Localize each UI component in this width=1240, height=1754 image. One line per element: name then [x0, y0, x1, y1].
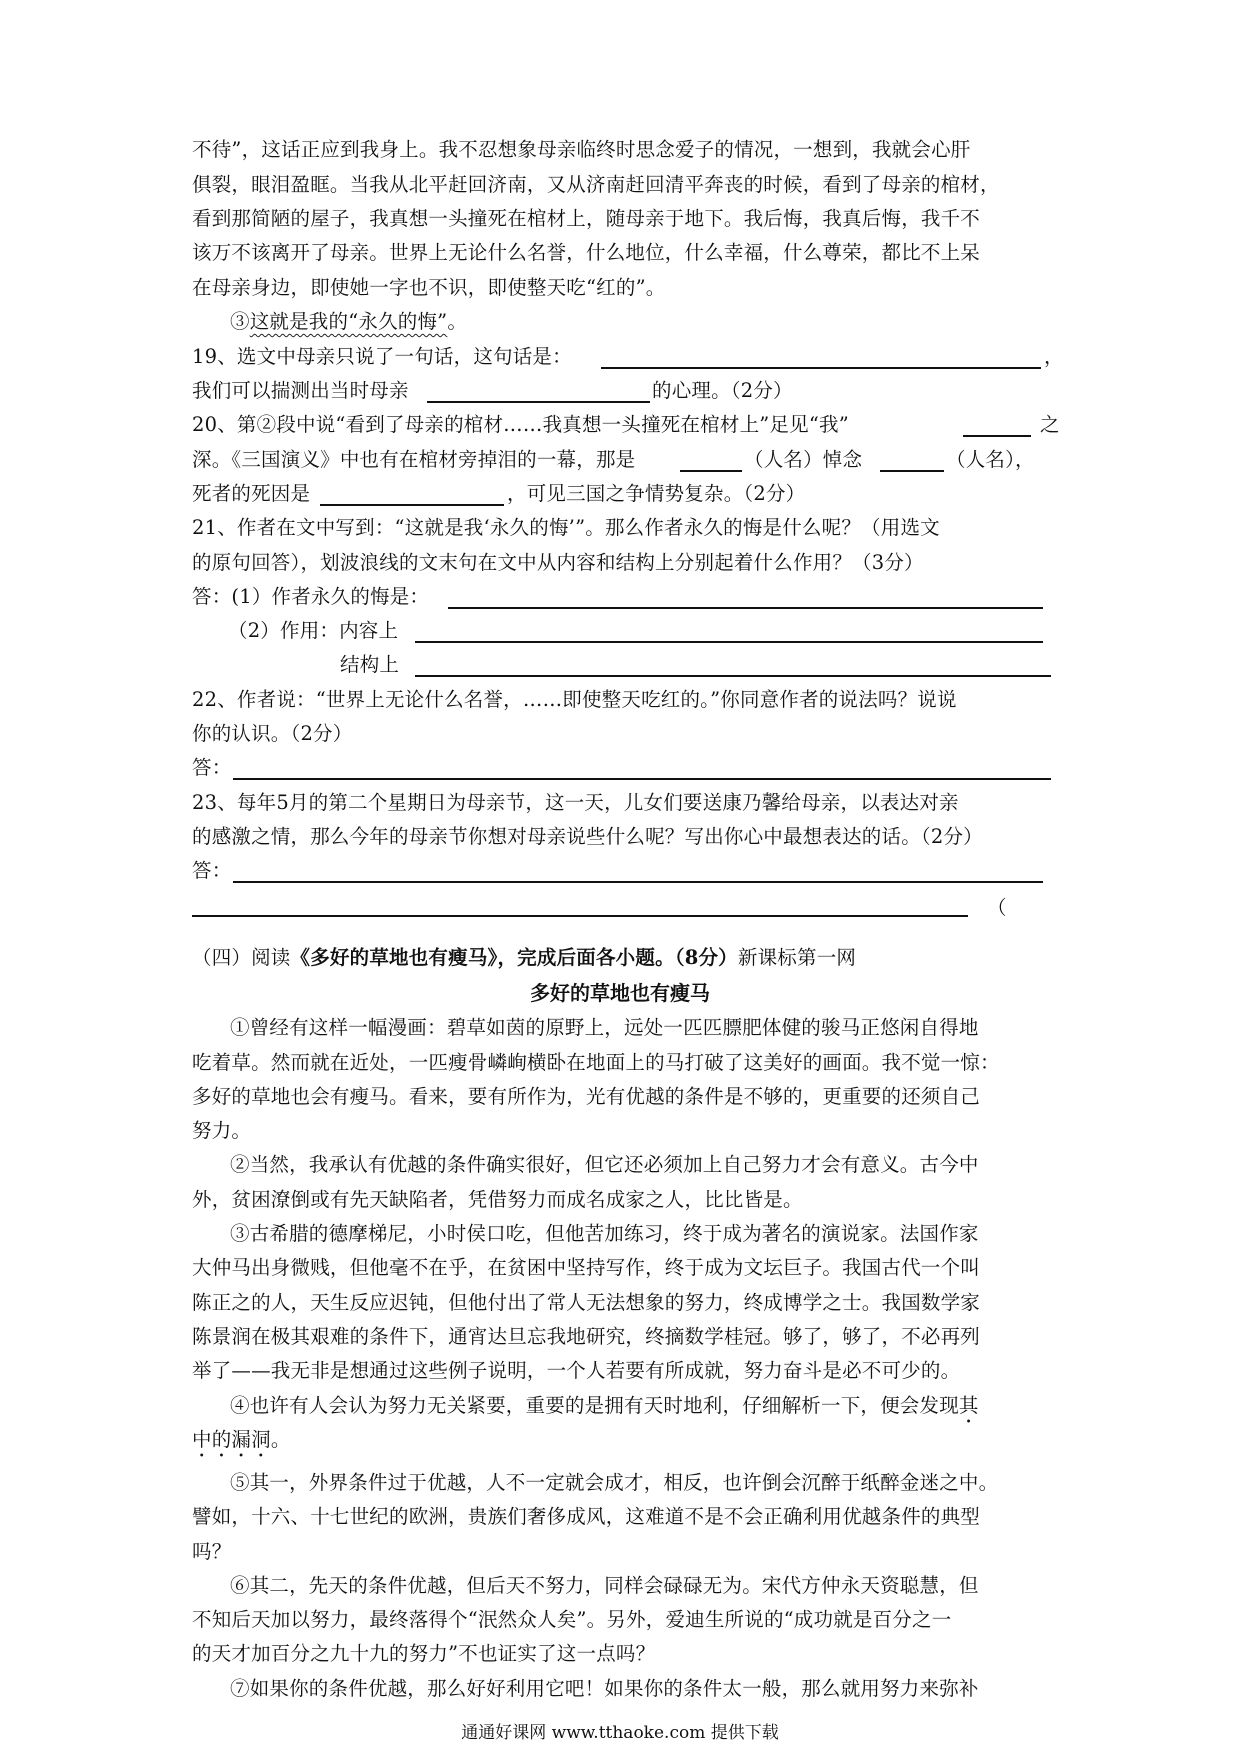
text-fragment: 之	[1040, 413, 1060, 436]
question-text: 的心理。（2分）	[652, 379, 793, 402]
paragraph-line: 的天才加百分之九十九的努力”不也证实了这一点吗？	[192, 1642, 656, 1665]
paragraph-line: ①曾经有这样一幅漫画：碧草如茵的原野上，远处一匹匹膘肥体健的骏马正悠闲自得地	[230, 1016, 979, 1039]
wavy-underlined-sentence: 这就是我的“永久的悔”	[249, 310, 448, 333]
answer-label: 答：	[192, 756, 232, 779]
text-fragment: ④也许有人会认为努力无关紧要，重要的是拥有天时地利，仔细解析一下，便会发现	[230, 1394, 959, 1417]
text-line: 不待”，这话正应到我身上。我不忍想象母亲临终时思念爱子的情况，一想到，我就会心肝	[192, 138, 971, 161]
paragraph-line: ⑤其一，外界条件过于优越，人不一定就会成才，相反，也许倒会沉醉于纸醉金迷之中。	[230, 1471, 999, 1494]
answer-label: 答：(1）作者永久的悔是：	[192, 585, 430, 608]
answer-line	[192, 894, 1062, 934]
answer-blank[interactable]	[415, 641, 1043, 643]
question-text: 死者的死因是	[192, 482, 311, 505]
text-line: 看到那简陋的屋子，我真想一头撞死在棺材上，随母亲于地下。我后悔，我真后悔，我千不	[192, 207, 981, 230]
paragraph-line: ⑥其二，先天的条件优越，但后天不努力，同样会碌碌无为。宋代方仲永天资聪慧，但	[230, 1574, 979, 1597]
answer-blank[interactable]	[963, 435, 1031, 437]
section-instruction: 《多好的草地也有瘦马》，完成后面各小题。（8分）	[290, 946, 738, 969]
answer-label: 结构上	[340, 653, 400, 676]
text-fragment: （	[987, 896, 1007, 919]
paragraph-line: ③古希腊的德摩梯尼，小时侯口吃，但他苦加练习，终于成为著名的演说家。法国作家	[230, 1222, 979, 1245]
emphasized-text: 中的漏洞	[192, 1428, 271, 1451]
answer-blank[interactable]	[427, 401, 650, 403]
paragraph-line: 大仲马出身微贱，但他毫不在乎，在贫困中坚持写作，终于成为文坛巨子。我国古代一个叫	[192, 1256, 981, 1279]
text-line: 该万不该离开了母亲。世界上无论什么名誉，什么地位，什么幸福，什么尊荣，都比不上呆	[192, 241, 981, 264]
question-text: 深。《三国演义》中也有在棺材旁掉泪的一幕，那是	[192, 448, 636, 471]
question-text: 我们可以揣测出当时母亲	[192, 379, 409, 402]
paragraph-line: 陈景润在极其艰难的条件下，通宵达旦忘我地研究，终摘数学桂冠。够了，够了，不必再列	[192, 1325, 981, 1348]
wavy-sentence-line	[230, 302, 1100, 342]
text-fragment: 。	[270, 1428, 291, 1451]
answer-line	[192, 748, 1062, 788]
text-line: 俱裂，眼泪盈眶。当我从北平赶回济南，又从济南赶回清平奔丧的时候，看到了母亲的棺材，	[192, 173, 1000, 196]
page-footer: 通通好课网 www.tthaoke.com 提供下载	[461, 1723, 779, 1743]
answer-blank[interactable]	[320, 504, 504, 506]
paragraph-line: 多好的草地也会有瘦马。看来，要有所作为，光有优越的条件是不够的，更重要的还须自己	[192, 1085, 981, 1108]
answer-blank[interactable]	[192, 915, 968, 917]
paragraph-line: 外，贫困潦倒或有先天缺陷者，凭借努力而成名成家之人，比比皆是。	[192, 1188, 803, 1211]
answer-blank[interactable]	[601, 367, 1041, 369]
paragraph-line: 譬如，十六、十七世纪的欧洲，贵族们奢侈成风，这难道不是不会正确利用优越条件的典型	[192, 1505, 981, 1528]
paragraph-line: ⑦如果你的条件优越，那么好好利用它吧！如果你的条件太一般，那么就用努力来弥补	[230, 1677, 979, 1700]
answer-blank[interactable]	[680, 470, 742, 472]
text-fragment: ，	[1044, 345, 1064, 368]
answer-blank[interactable]	[233, 881, 1043, 883]
answer-blank[interactable]	[448, 607, 1043, 609]
question-22-line: 22、作者说：“世界上无论什么名誉，……即使整天吃红的。”你同意作者的说法吗？说说	[192, 688, 957, 711]
answer-line	[192, 851, 1062, 891]
question-21-line: 21、作者在文中写到：“这就是我‘永久的悔’”。那么作者永久的悔是什么呢？（用选文	[192, 516, 940, 539]
question-20-line	[192, 405, 1062, 445]
answer-line	[192, 645, 1062, 685]
paragraph-line: 吃着草。然而就在近处，一匹瘦骨嶙峋横卧在地面上的马打破了这美好的画面。我不觉一惊：	[192, 1051, 1000, 1074]
answer-blank[interactable]	[880, 470, 944, 472]
answer-label: （2）作用：内容上	[228, 619, 399, 642]
emphasized-text: 其	[958, 1394, 979, 1417]
circled-number: ③	[230, 310, 250, 333]
paragraph-line: ②当然，我承认有优越的条件确实很好，但它还必须加上自己努力才会有意义。古今中	[230, 1153, 979, 1176]
text-line: 在母亲身边，即使她一字也不识，即使整天吃“红的”。	[192, 276, 666, 299]
watermark-text: 新课标第一网	[737, 946, 857, 969]
article-title: 多好的草地也有瘦马	[530, 981, 710, 1005]
paragraph-line: 吗？	[192, 1540, 232, 1563]
paragraph-line: 举了——我无非是想通过这些例子说明，一个人若要有所成就，努力奋斗是必不可少的。	[192, 1359, 961, 1382]
question-21-line-2: 的原句回答），划波浪线的文末句在文中从内容和结构上分别起着什么作用？（3分）	[192, 551, 924, 574]
answer-blank[interactable]	[233, 778, 1051, 780]
paragraph-line	[192, 1420, 1062, 1460]
paragraph-line: 陈正之的人，天生反应迟钝，但他付出了常人无法想象的努力，终成博学之士。我国数学家	[192, 1291, 981, 1314]
question-23-line-2: 的感激之情，那么今年的母亲节你想对母亲说些什么呢？写出你心中最想表达的话。（2分）	[192, 825, 983, 848]
text-fragment: 。	[447, 310, 468, 333]
answer-blank[interactable]	[415, 675, 1051, 677]
question-text: ，可见三国之争情势复杂。（2分）	[507, 482, 806, 505]
question-text: 19、选文中母亲只说了一句话，这句话是：	[192, 345, 572, 368]
question-text: （人名），	[946, 448, 1035, 471]
paragraph-line: 不知后天加以努力，最终落得个“泯然众人矣”。另外，爱迪生所说的“成功就是百分之一	[192, 1608, 952, 1631]
section-label: （四）阅读	[192, 946, 291, 969]
question-22-line-2: 你的认识。（2分）	[192, 722, 353, 745]
answer-label: 答：	[192, 859, 232, 882]
question-23-line: 23、每年5月的第二个星期日为母亲节，这一天，儿女们要送康乃馨给母亲，以表达对亲	[192, 791, 959, 814]
question-text: 20、第②段中说“看到了母亲的棺材……我真想一头撞死在棺材上”足见“我”	[192, 413, 849, 436]
paragraph-line: 努力。	[192, 1119, 252, 1142]
question-text: （人名）悼念	[744, 448, 863, 471]
section-4-header	[192, 938, 1062, 978]
